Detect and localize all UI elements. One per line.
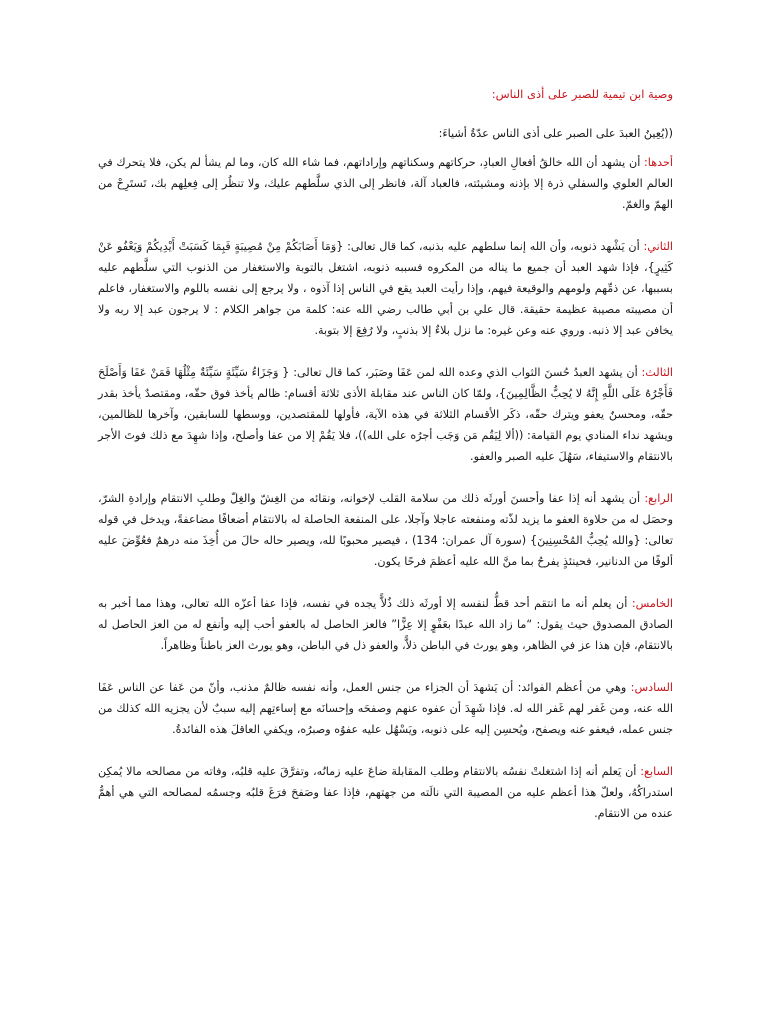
- point-7-lead: السابع:: [640, 765, 673, 778]
- intro-line: ((يُعِينُ العبدَ على الصبر على أذى الناس عدّةُ أشياءَ:: [438, 127, 673, 140]
- point-2-paragraph: [98, 236, 673, 341]
- point-2-lead: الثاني:: [643, 240, 673, 253]
- point-5-paragraph: [98, 593, 673, 656]
- point-3-paragraph: [98, 362, 673, 467]
- point-4-lead: الرابع:: [644, 492, 673, 505]
- point-1-paragraph: [98, 152, 673, 215]
- point-3-lead: الثالث:: [641, 366, 673, 379]
- point-5-text: أن يعلم أنه ما انتقم أحد قطُّ لنفسه إلا أورثَه ذلك ذُلاًّ يجده في نفسه، فإذا عفا أعزّه الله تعالى، وهذا مما أخبر به الصادق المصدوق حيث يقول: “ما زاد الله عبدًا بعَفْوٍ إلا عِزًّا” فالعز الحاصل له بالعفو أحب إليه وأنفع له من العز الحاصل له بالانتقام، فإن هذا عز في الظاهر، وهو يورث في الباطن ذلاًّ، والعفو ذل في الباطن، وهو يورث العز باطناً وظاهراً.: [98, 597, 673, 652]
- point-6-paragraph: [98, 677, 673, 740]
- point-5-lead: الخامس:: [631, 597, 673, 610]
- point-2-text: أن يَشْهد ذنوبه، وأن الله إنما سلطهم عليه بذنبه، كما قال تعالى: {وَمَا أَصَابَكُمْ مِنْ مُصِيبَةٍ فَبِمَا كَسَبَتْ أَيْدِيكُمْ وَيَعْفُو عَنْ كَثِيرٍ}، فإذا شهد العبد أن جميع ما يناله من المكروه فسببه ذنوبه، اشتغل بالتوبة والاستغفار من الذنوب التي سلَّطهم عليه بسببها، عن ذمِّهم ولومهم والوقيعة فيهم، وإذا رأيت العبد يقع في الناس إذا آذوه ، ولا يرجع إلى نفسه باللوم والاستغفار، فاعلم أن مصيبته مصيبة عظيمة حقيقة. قال علي بن أبي طالب رضي الله عنه: كلمة من جواهر الكلام : لا يرجون عبد إلا ربه ولا يخافن عبد إلا ذنبه. وروي عنه وعن غيره: ما نزل بلاءٌ إلا بذنبٍ، ولا رُفِعَ إلا بتوبة.: [98, 240, 673, 337]
- point-1-text: أن يشهد أن الله خالقُ أفعالِ العبادِ، حركاتهم وسكناتهم وإراداتهم، فما شاء الله كان، وما لم يشأ لم يكن، فلا يتحرك في العالم العلوي والسفلي ذرة إلا بإذنه ومشيئته، فالعباد آلة، فانظر إلى الذي سلَّطهم عليك، ولا تنظُر إلى فِعلِهم بك، تَستَرِحْ من الهمّ والغمّ.: [98, 156, 673, 211]
- point-4-text: أن يشهد أنه إذا عفا وأحسنَ أورثَه ذلك من سلامة القلب لإخوانه، ونقائه من الغِشّ والغِلّ وطلبِ الانتقام وإرادةِ الشرّ، وحصَل له من حلاوة العفو ما يزيد لذّته ومنفعته عاجلا وآجلا، على المنفعة الحاصلة له بالانتقام أضعافًا مضاعفةً، ويدخل في قوله تعالى: {والله يُحِبُّ المُحْسِنِينَ} (سورة آل عمران: 134) ، فيصير محبوبًا لله، ويصير حاله حالَ من أُخِذَ منه درهمٌ فعُوِّضَ عليه ألوفًا من الدنانير، فحينئذٍ يفرحُ بما منَّ الله عليه أعظمَ فرحًا يكون.: [98, 492, 673, 568]
- point-6-text: وهي من أعظم الفوائد: أن يَشهدَ أن الجزاء من جنس العمل، وأنه نفسه ظالمٌ مذنب، وأنّ من عَفا عن الناس عَفَا الله عنه، ومن غَفر لهم غَفر الله له. فإذا شَهِدَ أن عفوه عنهم وصفحَه وإحسانَه مع إساءتِهم إليه سببٌ لأن يجزيه الله كذلك من جنس عمله، فيعفو عنه ويصفح، ويُحسِن إليه على ذنوبه، ويَسْهُل عليه عفوُه وصبرُه، ويكفي العاقلَ هذه الفائدةُ.: [98, 681, 673, 736]
- point-1-lead: أحدها:: [644, 156, 673, 169]
- point-4-paragraph: [98, 488, 673, 572]
- document-title: وصية ابن تيمية للصبر على أذى الناس:: [491, 87, 673, 101]
- point-3-text: أن يشهد العبدُ حُسنَ الثواب الذي وعده الله لمن عَفَا وصَبَر، كما قال تعالى: { وَجَزَاءُ سَيِّئَةٍ سَيِّئَةٌ مِثْلُهَا فَمَنْ عَفَا وَأَصْلَحَ فَأَجْرُهُ عَلَى اللَّهِ إِنَّهُ لا يُحِبُّ الظَّالِمِينَ}، ولمّا كان الناس عند مقابلة الأذى ثلاثة أقسام: ظالم يأخذ فوق حقّه، ومقتصدٌ يأخذ بقدر حقّه، ومحسنٌ يعفو ويترك حقّه، ذكَر الأقسام الثلاثة في هذه الآية، فأولها للمقتصدين، ووسطها للسابقين، وآخرها للظالمين، ويشهد نداء المنادي يوم القيامة: ((ألا لِيَقُم مَن وَجَب أجرُه على الله))، فلا يَقُمْ إلا من عفا وأصلح، وإذا شهِدَ مع ذلك فوتَ الأجر بالانتقام والاستيفاء، سَهُلَ عليه الصبر والعفو.: [98, 366, 673, 463]
- point-7-text: أن يَعلم أنه إذا اشتغلتْ نفسُه بالانتقام وطلب المقابلة ضاعَ عليه زمانُه، وتفرَّقَ عليه قلبُه، وفاته من مصالحه مالا يُمكِن استدراكُهُ، ولعلّ هذا أعظم عليه من المصيبة التي نالَته من جهتهم، فإذا عفا وصَفحَ فرَغَ قلبُه وجسمُه لمصالحه التي هي أهمُّ عنده من الانتقام.: [98, 765, 673, 820]
- document-body: [98, 84, 673, 845]
- point-7-paragraph: [98, 761, 673, 824]
- point-6-lead: السادس:: [630, 681, 673, 694]
